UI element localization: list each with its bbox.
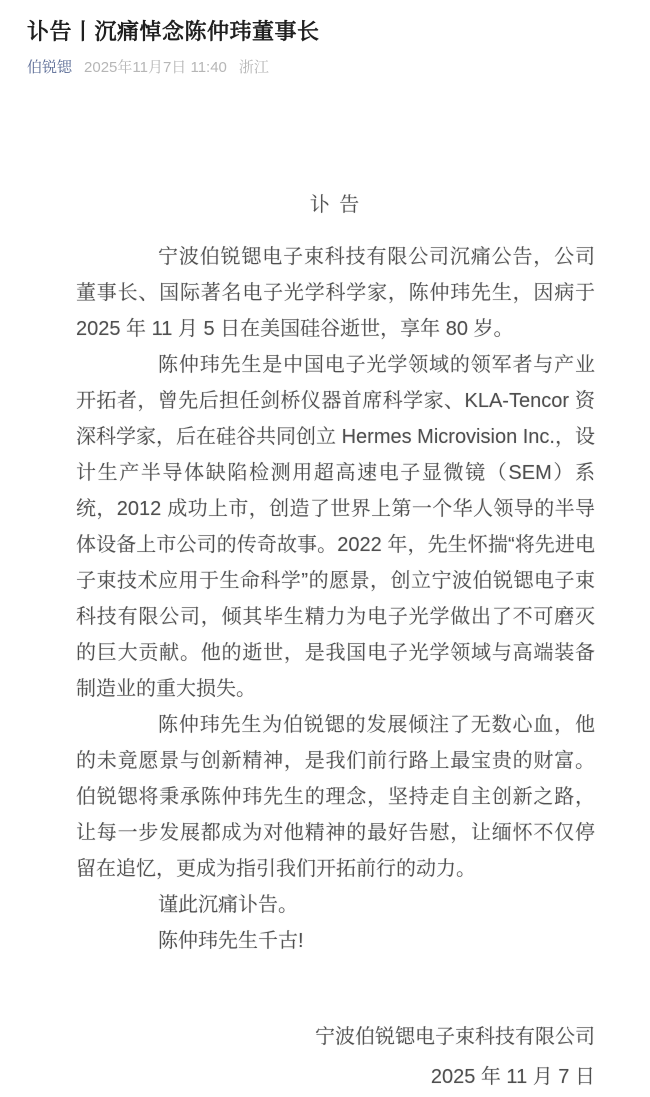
publish-datetime: 2025年11月7日 11:40 (84, 59, 227, 76)
publish-location: 浙江 (238, 59, 269, 76)
signature-block (76, 1017, 595, 1097)
document-paragraph-5: 陈仲玮先生千古! (158, 930, 304, 952)
document-paragraph-3: 陈仲玮先生为伯锐锶的发展倾注了无数心血，他的未竟愿景与创新精神，是我们前行路上最宝贵的财富。伯锐锶将秉承陈仲玮先生的理念，坚持走自主创新之路，让每一步发展都成为对他精神的最好告慰，让缅怀不仅停留在追忆，更成为指引我们开拓前行的动力。 (76, 714, 595, 880)
document-paragraph-2: 陈仲玮先生是中国电子光学领域的领军者与产业开拓者，曾先后担任剑桥仪器首席科学家、KLA-Tencor 资深科学家，后在硅谷共同创立 Hermes Microvision Inc.，设计生产半导体缺陷检测用超高速电子显微镜（SEM）系统，2012 成功上市，创造了世界上第一个华人领导的半导体设备上市公司的传奇故事。2022 年，先生怀揣“将先进电子束技术应用于生命科学”的愿景，创立宁波伯锐锶电子束科技有限公司，倾其毕生精力为电子光学做出了不可磨灭的巨大贡献。他的逝世，是我国电子光学领域与高端装备制造业的重大损失。 (76, 354, 595, 700)
account-name[interactable]: 伯锐锶 (27, 59, 73, 76)
signature-company: 宁波伯锐锶电子束科技有限公司 (315, 1026, 595, 1048)
article-title: 讣告丨沉痛悼念陈仲玮董事长 (27, 19, 320, 44)
document-paragraph-1: 宁波伯锐锶电子束科技有限公司沉痛公告，公司董事长、国际著名电子光学科学家，陈仲玮先生，因病于 2025 年 11 月 5 日在美国硅谷逝世，享年 80 岁。 (76, 246, 595, 340)
signature-date: 2025 年 11 月 7 日 (430, 1066, 595, 1088)
document-heading: 讣 告 (309, 194, 362, 216)
document-paragraph-4: 谨此沉痛讣告。 (158, 894, 298, 916)
byline (27, 58, 622, 78)
obituary-document (76, 187, 595, 1097)
article-header (0, 0, 650, 78)
